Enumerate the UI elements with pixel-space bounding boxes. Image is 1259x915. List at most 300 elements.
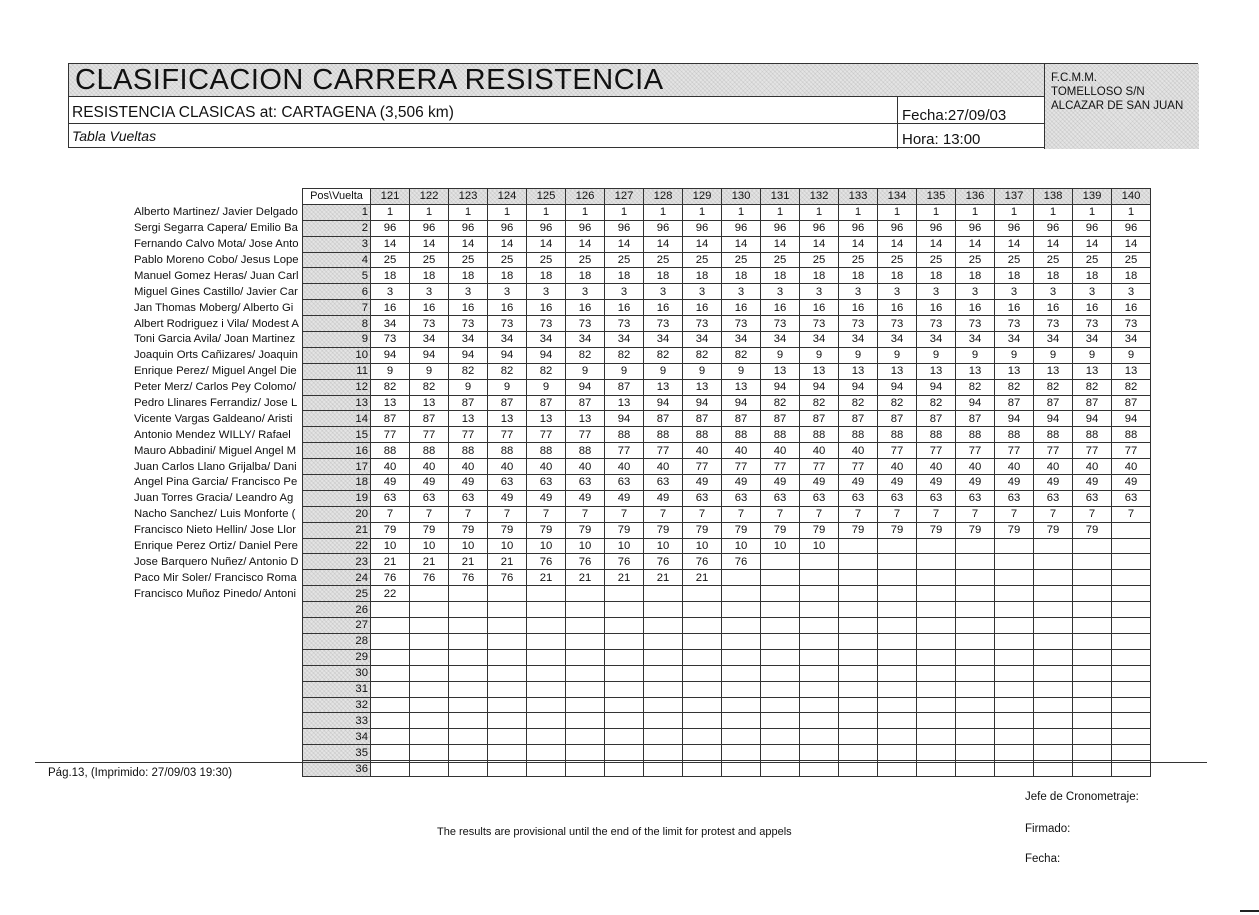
lap-cell: 77 [1112,443,1151,459]
lap-cell [605,745,644,761]
lap-cell [956,602,995,618]
lap-cell: 79 [800,522,839,538]
lap-cell: 14 [527,236,566,252]
lap-cell [917,633,956,649]
lap-cell [995,649,1034,665]
lap-cell: 73 [683,316,722,332]
lap-cell: 21 [449,554,488,570]
lap-cell: 3 [722,284,761,300]
lap-cell [644,729,683,745]
lap-cell: 18 [488,268,527,284]
lap-cell: 73 [1073,316,1112,332]
lap-cell [839,554,878,570]
table-row [134,713,1151,729]
lap-cell: 7 [761,506,800,522]
lap-cell [761,554,800,570]
lap-cell [1112,554,1151,570]
position-cell: 10 [303,347,371,363]
lap-cell [839,681,878,697]
lap-cell [1112,633,1151,649]
lap-cell: 77 [605,443,644,459]
lap-cell: 13 [800,363,839,379]
lap-cell: 10 [527,538,566,554]
lap-cell [527,633,566,649]
signed-label: Firmado: [1025,823,1071,835]
lap-cell: 79 [761,522,800,538]
lap-cell [956,649,995,665]
lap-cell: 63 [761,490,800,506]
lap-cell: 94 [644,395,683,411]
lap-cell: 16 [566,300,605,316]
lap-cell: 1 [527,204,566,220]
lap-cell: 14 [410,236,449,252]
lap-cell: 40 [1073,459,1112,475]
lap-cell [878,633,917,649]
lap-cell: 87 [527,395,566,411]
lap-cell: 76 [605,554,644,570]
lap-table [134,188,1151,777]
lap-cell: 16 [527,300,566,316]
lap-header: 132 [800,189,839,205]
lap-header: 125 [527,189,566,205]
lap-cell: 49 [488,490,527,506]
lap-cell: 94 [566,379,605,395]
lap-cell [1073,633,1112,649]
table-row [134,618,1151,634]
lap-cell: 1 [1112,204,1151,220]
lap-cell [605,602,644,618]
position-cell: 5 [303,268,371,284]
lap-cell: 25 [995,252,1034,268]
lap-cell: 73 [761,316,800,332]
lap-cell: 76 [683,554,722,570]
lap-cell: 13 [1112,363,1151,379]
lap-cell: 87 [566,395,605,411]
lap-cell: 1 [800,204,839,220]
position-cell: 25 [303,586,371,602]
lap-cell: 10 [371,538,410,554]
lap-header: 124 [488,189,527,205]
team-name [134,745,303,761]
lap-cell: 77 [1034,443,1073,459]
lap-cell: 18 [761,268,800,284]
lap-cell: 16 [410,300,449,316]
lap-cell: 87 [722,411,761,427]
lap-cell: 77 [488,427,527,443]
lap-cell: 82 [1073,379,1112,395]
lap-cell: 96 [527,220,566,236]
lap-cell: 25 [488,252,527,268]
lap-cell: 96 [800,220,839,236]
lap-cell: 16 [488,300,527,316]
lap-cell: 73 [644,316,683,332]
lap-cell [527,745,566,761]
position-cell: 32 [303,697,371,713]
position-cell: 19 [303,490,371,506]
lap-cell: 87 [839,411,878,427]
lap-cell [371,633,410,649]
lap-cell [995,538,1034,554]
position-cell: 3 [303,236,371,252]
table-row [134,729,1151,745]
lap-cell [1073,729,1112,745]
lap-cell: 87 [761,411,800,427]
lap-cell: 9 [995,347,1034,363]
lap-cell: 3 [878,284,917,300]
lap-cell [839,538,878,554]
lap-cell: 3 [488,284,527,300]
lap-cell: 9 [566,363,605,379]
lap-cell: 88 [878,427,917,443]
position-cell: 26 [303,602,371,618]
lap-cell: 1 [449,204,488,220]
lap-cell: 14 [761,236,800,252]
lap-cell [410,681,449,697]
lap-cell [761,665,800,681]
lap-cell: 82 [644,347,683,363]
lap-cell: 16 [722,300,761,316]
names-header-spacer [134,189,303,205]
position-cell: 16 [303,443,371,459]
lap-cell: 87 [1112,395,1151,411]
lap-cell: 34 [566,332,605,348]
lap-cell: 88 [683,427,722,443]
lap-cell: 3 [605,284,644,300]
lap-cell: 25 [410,252,449,268]
lap-cell: 63 [995,490,1034,506]
team-name: Alberto Martinez/ Javier Delgado [134,206,298,219]
lap-cell: 13 [644,379,683,395]
lap-cell: 16 [371,300,410,316]
lap-cell [683,618,722,634]
lap-cell [566,649,605,665]
table-row [134,490,1151,506]
lap-cell [956,729,995,745]
lap-cell [761,633,800,649]
lap-cell [1034,649,1073,665]
lap-cell: 63 [839,490,878,506]
edge-mark [1240,910,1259,912]
lap-cell: 18 [527,268,566,284]
lap-cell [839,602,878,618]
lap-cell [1073,602,1112,618]
lap-cell [800,745,839,761]
lap-cell: 25 [566,252,605,268]
team-name [134,602,303,618]
team-name: Nacho Sanchez/ Luis Monforte ( [134,508,296,521]
lap-cell [917,729,956,745]
lap-cell [722,681,761,697]
team-name: Peter Merz/ Carlos Pey Colomo/ [134,381,296,394]
lap-cell: 96 [722,220,761,236]
lap-cell: 96 [1034,220,1073,236]
lap-cell: 96 [488,220,527,236]
lap-cell: 10 [410,538,449,554]
lap-cell [800,586,839,602]
team-name [134,729,303,745]
lap-cell: 13 [1073,363,1112,379]
lap-cell: 96 [683,220,722,236]
team-name: Joaquin Orts Cañizares/ Joaquin [134,349,298,362]
lap-cell: 1 [917,204,956,220]
lap-cell: 1 [488,204,527,220]
lap-cell [527,729,566,745]
lap-cell: 40 [761,443,800,459]
team-name [134,618,303,634]
lap-cell: 14 [1073,236,1112,252]
lap-cell: 9 [605,363,644,379]
position-cell: 21 [303,522,371,538]
lap-cell: 77 [449,427,488,443]
position-cell: 4 [303,252,371,268]
table-row [134,681,1151,697]
lap-cell: 3 [761,284,800,300]
table-row [134,284,1151,300]
lap-cell: 88 [566,443,605,459]
lap-cell: 7 [800,506,839,522]
lap-cell [956,554,995,570]
title-band [69,64,1044,97]
lap-cell: 96 [878,220,917,236]
lap-cell: 73 [488,316,527,332]
lap-cell: 14 [878,236,917,252]
position-cell: 7 [303,300,371,316]
lap-cell [995,618,1034,634]
lap-cell [644,665,683,681]
provisional-notice: The results are provisional until the end of the limit for protest and appels [437,826,792,838]
lap-cell: 34 [917,332,956,348]
lap-cell: 1 [683,204,722,220]
lap-cell: 79 [995,522,1034,538]
lap-cell: 13 [995,363,1034,379]
lap-cell: 77 [566,427,605,443]
lap-cell [1073,586,1112,602]
lap-cell [995,602,1034,618]
lap-cell [644,602,683,618]
lap-cell [410,697,449,713]
lap-cell: 21 [605,570,644,586]
team-name: Vicente Vargas Galdeano/ Aristi [134,412,293,425]
lap-cell: 13 [449,411,488,427]
table-row [134,363,1151,379]
lap-cell [878,586,917,602]
lap-cell: 88 [956,427,995,443]
lap-cell [527,618,566,634]
organizer-line: F.C.M.M. [1051,72,1097,84]
lap-cell [995,665,1034,681]
lap-cell [683,586,722,602]
lap-cell [917,681,956,697]
lap-header: 135 [917,189,956,205]
lap-cell: 82 [410,379,449,395]
lap-cell [566,602,605,618]
table-row [134,459,1151,475]
lap-cell [917,602,956,618]
lap-cell: 25 [449,252,488,268]
lap-cell: 40 [839,443,878,459]
lap-cell: 73 [722,316,761,332]
lap-cell: 87 [956,411,995,427]
lap-cell: 21 [527,570,566,586]
table-row [134,745,1151,761]
lap-cell [917,649,956,665]
lap-cell [761,602,800,618]
lap-cell: 73 [566,316,605,332]
lap-cell: 63 [449,490,488,506]
lap-cell [722,665,761,681]
lap-cell [1073,697,1112,713]
lap-cell [527,713,566,729]
lap-cell: 88 [839,427,878,443]
lap-cell: 88 [1112,427,1151,443]
lap-cell [878,713,917,729]
team-name: Mauro Abbadini/ Miguel Angel M [134,444,297,457]
table-row [134,538,1151,554]
lap-cell: 18 [1112,268,1151,284]
lap-cell: 34 [1112,332,1151,348]
lap-cell [410,713,449,729]
lap-cell: 77 [722,459,761,475]
lap-cell [761,729,800,745]
lap-cell: 79 [722,522,761,538]
lap-cell: 3 [683,284,722,300]
lap-cell [722,713,761,729]
lap-cell [800,602,839,618]
lap-cell: 1 [1073,204,1112,220]
lap-cell: 40 [566,459,605,475]
lap-cell: 21 [371,554,410,570]
lap-cell: 73 [956,316,995,332]
lap-cell [683,602,722,618]
lap-cell: 88 [1073,427,1112,443]
lap-cell: 16 [683,300,722,316]
lap-cell: 94 [878,379,917,395]
lap-cell: 40 [527,459,566,475]
position-cell: 22 [303,538,371,554]
lap-cell [878,602,917,618]
lap-cell [995,681,1034,697]
lap-cell: 9 [683,363,722,379]
lap-cell: 76 [371,570,410,586]
lap-cell: 14 [605,236,644,252]
lap-cell: 18 [449,268,488,284]
table-row [134,522,1151,538]
lap-cell: 82 [722,347,761,363]
lap-cell [410,586,449,602]
lap-cell: 16 [956,300,995,316]
lap-cell [878,745,917,761]
lap-cell: 3 [800,284,839,300]
lap-cell [1112,713,1151,729]
lap-cell: 82 [683,347,722,363]
lap-cell [839,618,878,634]
lap-cell [956,681,995,697]
lap-cell [488,745,527,761]
page-info: Pág.13, (Imprimido: 27/09/03 19:30) [48,767,233,779]
lap-cell: 94 [761,379,800,395]
lap-cell: 63 [956,490,995,506]
lap-cell [371,618,410,634]
pos-lap-header: Pos\Vuelta [303,189,371,205]
lap-cell: 63 [371,490,410,506]
lap-cell: 13 [839,363,878,379]
event-description: RESISTENCIA CLASICAS at: CARTAGENA (3,506 km) [72,104,454,121]
lap-cell [410,665,449,681]
lap-cell: 13 [917,363,956,379]
lap-cell [1112,570,1151,586]
lap-cell: 14 [956,236,995,252]
lap-cell [722,745,761,761]
team-name: Pedro Llinares Ferrandiz/ Jose L [134,397,298,410]
lap-cell: 3 [527,284,566,300]
lap-cell: 63 [800,490,839,506]
lap-cell [1073,649,1112,665]
lap-cell: 73 [800,316,839,332]
position-cell: 11 [303,363,371,379]
lap-cell [1112,745,1151,761]
position-cell: 27 [303,618,371,634]
lap-cell [488,665,527,681]
team-name: Angel Pina Garcia/ Francisco Pe [134,476,298,489]
lap-cell [371,713,410,729]
lap-cell: 16 [605,300,644,316]
lap-cell: 18 [878,268,917,284]
lap-cell [683,713,722,729]
lap-cell: 7 [449,506,488,522]
lap-cell: 13 [1034,363,1073,379]
lap-cell: 10 [644,538,683,554]
lap-cell [488,586,527,602]
lap-cell: 18 [1073,268,1112,284]
lap-cell: 40 [1034,459,1073,475]
lap-cell: 96 [371,220,410,236]
lap-cell: 10 [566,538,605,554]
lap-header: 128 [644,189,683,205]
lap-cell: 49 [527,490,566,506]
table-row [134,236,1151,252]
lap-cell: 3 [1073,284,1112,300]
lap-cell: 16 [995,300,1034,316]
lap-cell [449,633,488,649]
lap-cell: 82 [605,347,644,363]
lap-cell: 88 [1034,427,1073,443]
lap-cell: 77 [800,459,839,475]
lap-cell: 88 [644,427,683,443]
position-cell: 8 [303,316,371,332]
lap-cell [449,745,488,761]
lap-cell [800,633,839,649]
lap-cell: 16 [917,300,956,316]
lap-cell [449,697,488,713]
lap-cell: 82 [566,347,605,363]
lap-cell: 88 [917,427,956,443]
lap-cell: 40 [1112,459,1151,475]
table-row [134,268,1151,284]
lap-cell [839,570,878,586]
lap-cell [683,729,722,745]
lap-cell: 9 [1112,347,1151,363]
lap-cell: 49 [956,475,995,491]
lap-cell [1034,697,1073,713]
lap-cell: 40 [878,459,917,475]
lap-cell [1112,681,1151,697]
lap-cell [1073,538,1112,554]
lap-cell [878,729,917,745]
table-row [134,506,1151,522]
lap-cell [449,665,488,681]
lap-cell [917,538,956,554]
lap-cell: 82 [878,395,917,411]
